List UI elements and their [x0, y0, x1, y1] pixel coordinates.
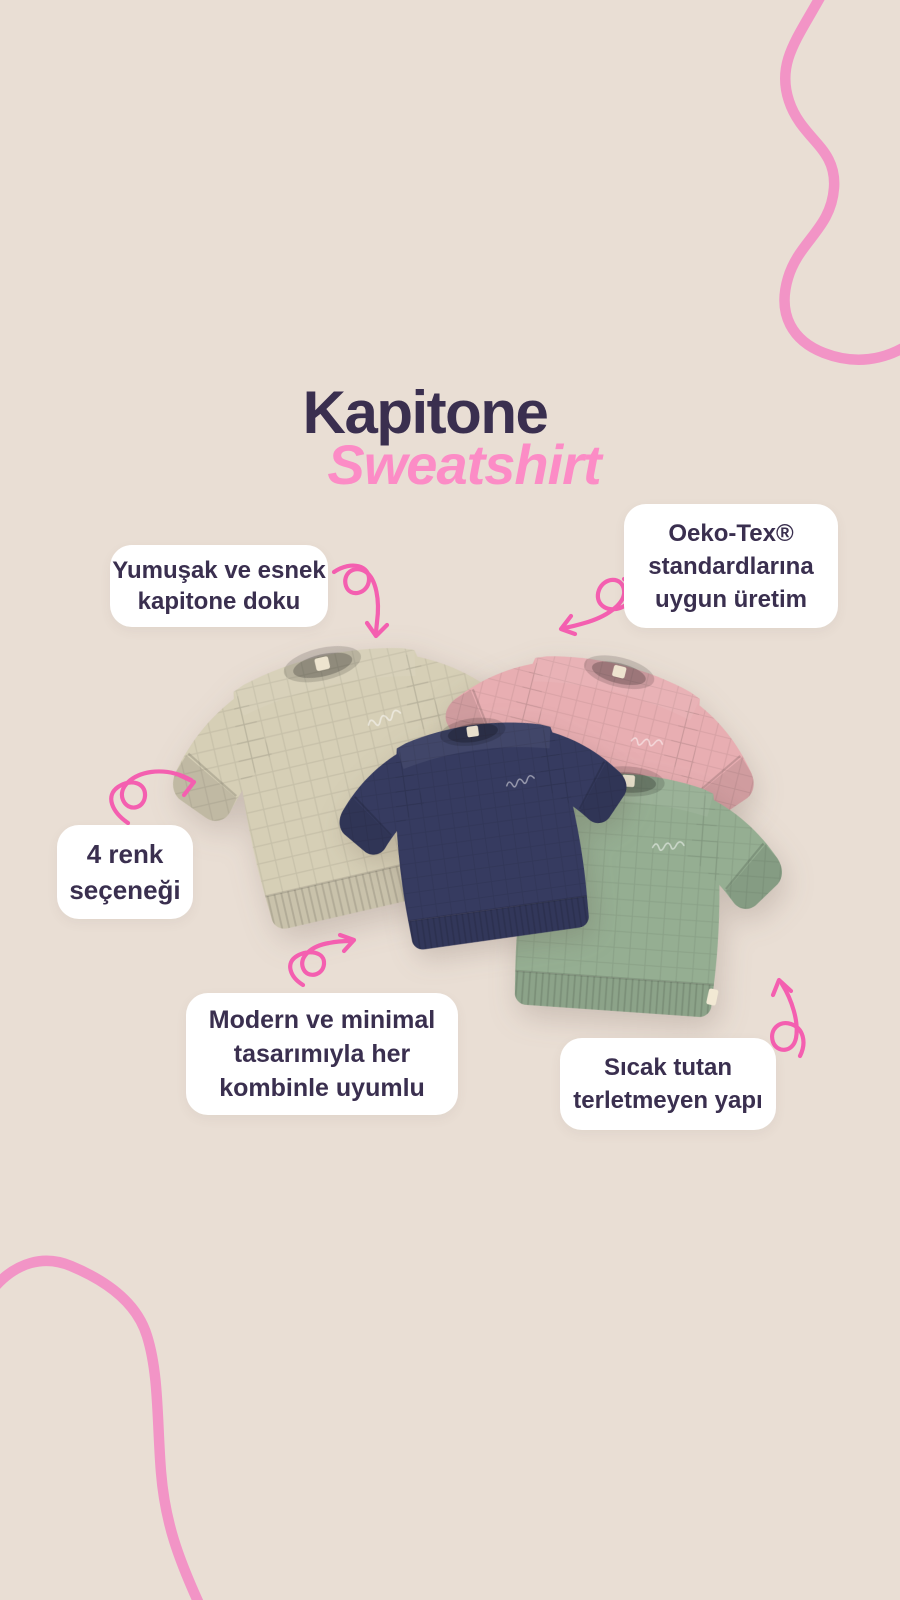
callout-line: kapitone doku: [137, 588, 301, 615]
callout-line: Sıcak tutan: [603, 1054, 733, 1081]
arrow-texture: [334, 566, 387, 636]
callout-line: terletmeyen yapı: [573, 1087, 763, 1114]
squiggle-bottom-left: [0, 1261, 201, 1600]
callout-line: Yumuşak ve esnek: [112, 557, 326, 584]
callout-line: tasarımıyla her: [233, 1040, 411, 1068]
callout-line: 4 renk: [86, 839, 164, 869]
callout-oekotex: [624, 504, 838, 628]
callout-line: uygun üretim: [654, 585, 807, 613]
arrow-design: [290, 935, 354, 985]
callout-line: kombinle uyumlu: [219, 1074, 425, 1102]
callout-texture: [110, 545, 328, 627]
callout-design: [186, 993, 458, 1115]
page-title: Kapitone: [302, 379, 548, 446]
page-subtitle: Sweatshirt: [327, 433, 601, 496]
callout-line: Oeko-Tex®: [668, 519, 794, 547]
arrow-oekotex: [561, 579, 632, 634]
callout-warmth: [560, 1038, 776, 1130]
arrow-warmth: [772, 980, 803, 1056]
callout-line: seçeneği: [69, 875, 181, 905]
callout-line: Modern ve minimal: [208, 1006, 436, 1034]
squiggle-top-right: [785, 0, 900, 360]
callout-line: standardlarına: [648, 552, 814, 580]
callout-colors: [57, 825, 193, 919]
